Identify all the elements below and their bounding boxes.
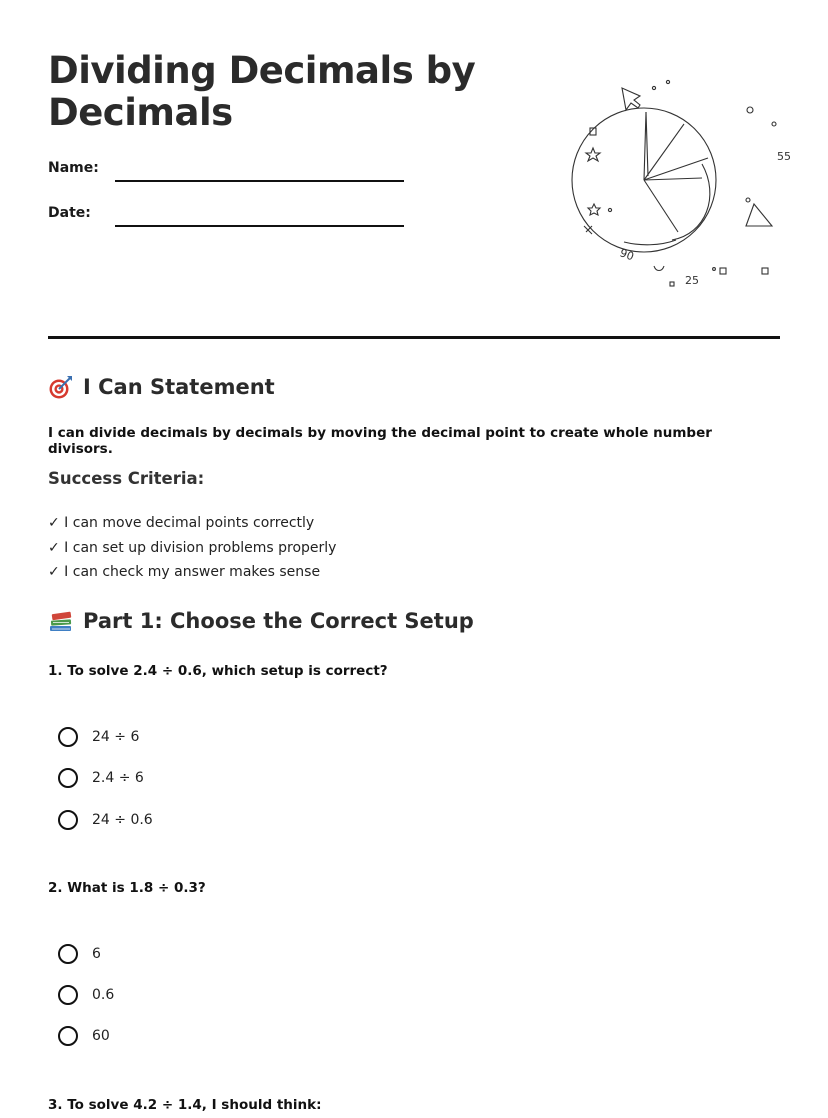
option-label: 0.6: [92, 987, 115, 1003]
section-divider: [48, 336, 780, 339]
date-label: Date:: [48, 205, 91, 221]
option-label: 6: [92, 946, 101, 962]
q1-option-b[interactable]: [58, 765, 144, 791]
question-3-prompt: 3. To solve 4.2 ÷ 1.4, I should think:: [48, 1097, 322, 1113]
option-label: 24 ÷ 6: [92, 729, 140, 745]
question-1-prompt: 1. To solve 2.4 ÷ 0.6, which setup is correct?: [48, 663, 388, 679]
q1-option-c[interactable]: [58, 807, 153, 833]
radio-button[interactable]: [58, 985, 78, 1005]
success-criteria-list: [48, 511, 336, 585]
worksheet-title: Dividing Decimals by Decimals: [48, 49, 476, 134]
date-field-row: [48, 205, 408, 229]
clock-label-90: 90: [617, 246, 636, 264]
i-can-heading-text: I Can Statement: [83, 375, 275, 399]
radio-button[interactable]: [58, 810, 78, 830]
books-icon: [48, 608, 74, 634]
criteria-item: ✓ I can check my answer makes sense: [48, 564, 321, 580]
target-icon: [48, 374, 74, 400]
clock-label-25: 25: [685, 274, 699, 287]
option-label: 24 ÷ 0.6: [92, 812, 153, 828]
q2-option-b[interactable]: [58, 982, 114, 1008]
radio-button[interactable]: [58, 1026, 78, 1046]
name-field-row: [48, 160, 408, 184]
name-line: [115, 180, 404, 182]
criteria-item: ✓ I can set up division problems properly: [48, 539, 337, 556]
option-label: 2.4 ÷ 6: [92, 770, 144, 786]
option-label: 60: [92, 1028, 110, 1044]
i-can-statement: I can divide decimals by decimals by moving the decimal point to create whole number divisors.: [48, 425, 712, 457]
question-2-prompt: 2. What is 1.8 ÷ 0.3?: [48, 880, 206, 896]
radio-button[interactable]: [58, 727, 78, 747]
radio-button[interactable]: [58, 768, 78, 788]
criteria-item: ✓ I can move decimal points correctly: [48, 515, 315, 531]
radio-button[interactable]: [58, 944, 78, 964]
name-label: Name:: [48, 160, 99, 176]
q2-option-c[interactable]: [58, 1023, 110, 1049]
part1-heading: [48, 608, 474, 634]
q1-option-a[interactable]: [58, 724, 139, 750]
clock-doodle-icon: [530, 76, 791, 296]
date-line: [115, 225, 404, 227]
clock-label-55: 55: [777, 150, 791, 163]
q2-option-a[interactable]: [58, 941, 101, 967]
part1-heading-text: Part 1: Choose the Correct Setup: [83, 609, 474, 633]
i-can-heading: [48, 374, 275, 400]
success-criteria-heading: Success Criteria:: [48, 469, 205, 488]
worksheet-page: [48, 0, 791, 1118]
